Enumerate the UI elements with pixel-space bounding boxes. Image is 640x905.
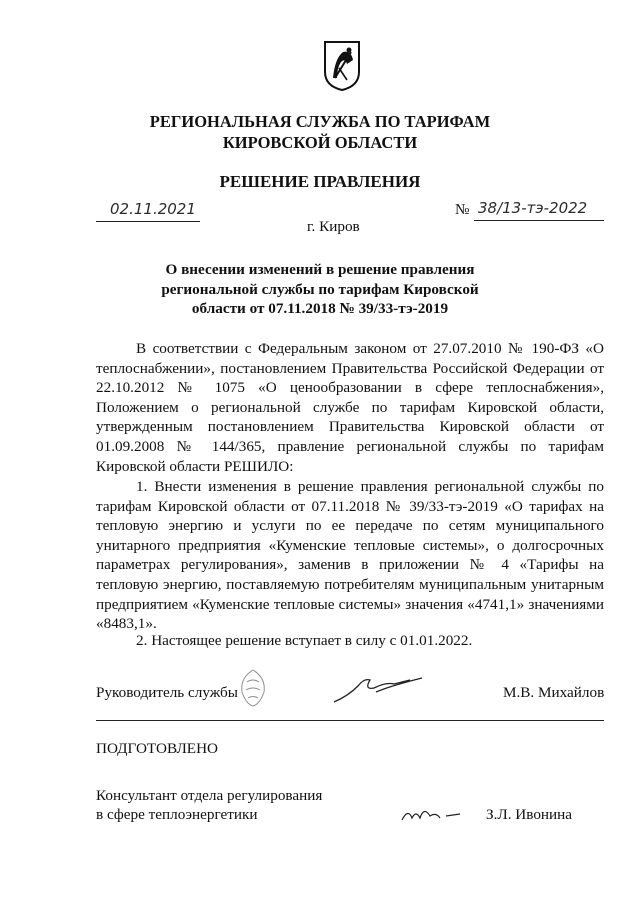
date-underline bbox=[96, 221, 200, 222]
signatory-position: Руководитель службы bbox=[96, 684, 238, 701]
signatory-name: М.В. Михайлов bbox=[503, 684, 605, 701]
handwritten-date: 02.11.2021 bbox=[110, 200, 196, 218]
subject-line3: области от 07.11.2018 № 39/33-тэ-2019 bbox=[191, 300, 449, 317]
decision-item-1: 1. Внести изменения в решение правления региональной службы по тарифам Кировской области от 07.11.2018 № 39/33-тэ-2019 «О тарифах на тепловую энергию и услуги по ее передаче по сетям муниципального унитарного предприятия «Куменские тепловые системы», о долгосрочных параметрах регулирования», заменив в приложении № 4 «Тарифы на тепловую энергию, поставляемую потребителям муниципальным унитарным предприятием «Куменские тепловые системы» значения «4741,1» значениями «8483,1». bbox=[96, 478, 604, 633]
preamble-paragraph: В соответствии с Федеральным законом от 27.07.2010 № 190-ФЗ «О теплоснабжении», постановлением Правительства Российской Федерации от 22.10.2012 № 1075 «О ценообразовании в сфере теплоснабжения», Положением о региональной службе по тарифам Кировской области, утвержденным постановлением Правительства Кировской области от 01.09.2008 № 144/365, правление региональной службы по тарифам Кировской области РЕШИЛО: bbox=[96, 340, 604, 475]
subject-line1: О внесении изменений в решение правления bbox=[165, 261, 475, 278]
preparer-position-line1: Консультант отдела регулирования bbox=[96, 787, 323, 804]
signature-ivonina bbox=[398, 798, 468, 828]
preparer-position-line2: в сфере теплоэнергетики bbox=[96, 806, 258, 823]
handwritten-number: 38/13-тэ-2022 bbox=[478, 199, 588, 217]
city: г. Киров bbox=[307, 218, 360, 235]
seal-stamp bbox=[236, 668, 270, 708]
signature-mikhailov bbox=[330, 668, 430, 708]
prepared-heading: ПОДГОТОВЛЕНО bbox=[96, 740, 219, 757]
separator-line bbox=[96, 720, 604, 721]
decision-item-2: 2. Настоящее решение вступает в силу с 01.01.2022. bbox=[136, 632, 473, 649]
subject bbox=[0, 260, 640, 319]
preparer-name: З.Л. Ивонина bbox=[486, 806, 573, 823]
org-name-line2: КИРОВСКОЙ ОБЛАСТИ bbox=[222, 133, 418, 152]
org-name-line1: РЕГИОНАЛЬНАЯ СЛУЖБА ПО ТАРИФАМ bbox=[149, 112, 491, 131]
number-underline bbox=[474, 220, 604, 221]
number-prefix: № bbox=[455, 201, 470, 218]
document-type: РЕШЕНИЕ ПРАВЛЕНИЯ bbox=[219, 172, 421, 191]
coat-of-arms-emblem bbox=[321, 38, 363, 92]
subject-line2: региональной службы по тарифам Кировской bbox=[161, 280, 479, 298]
